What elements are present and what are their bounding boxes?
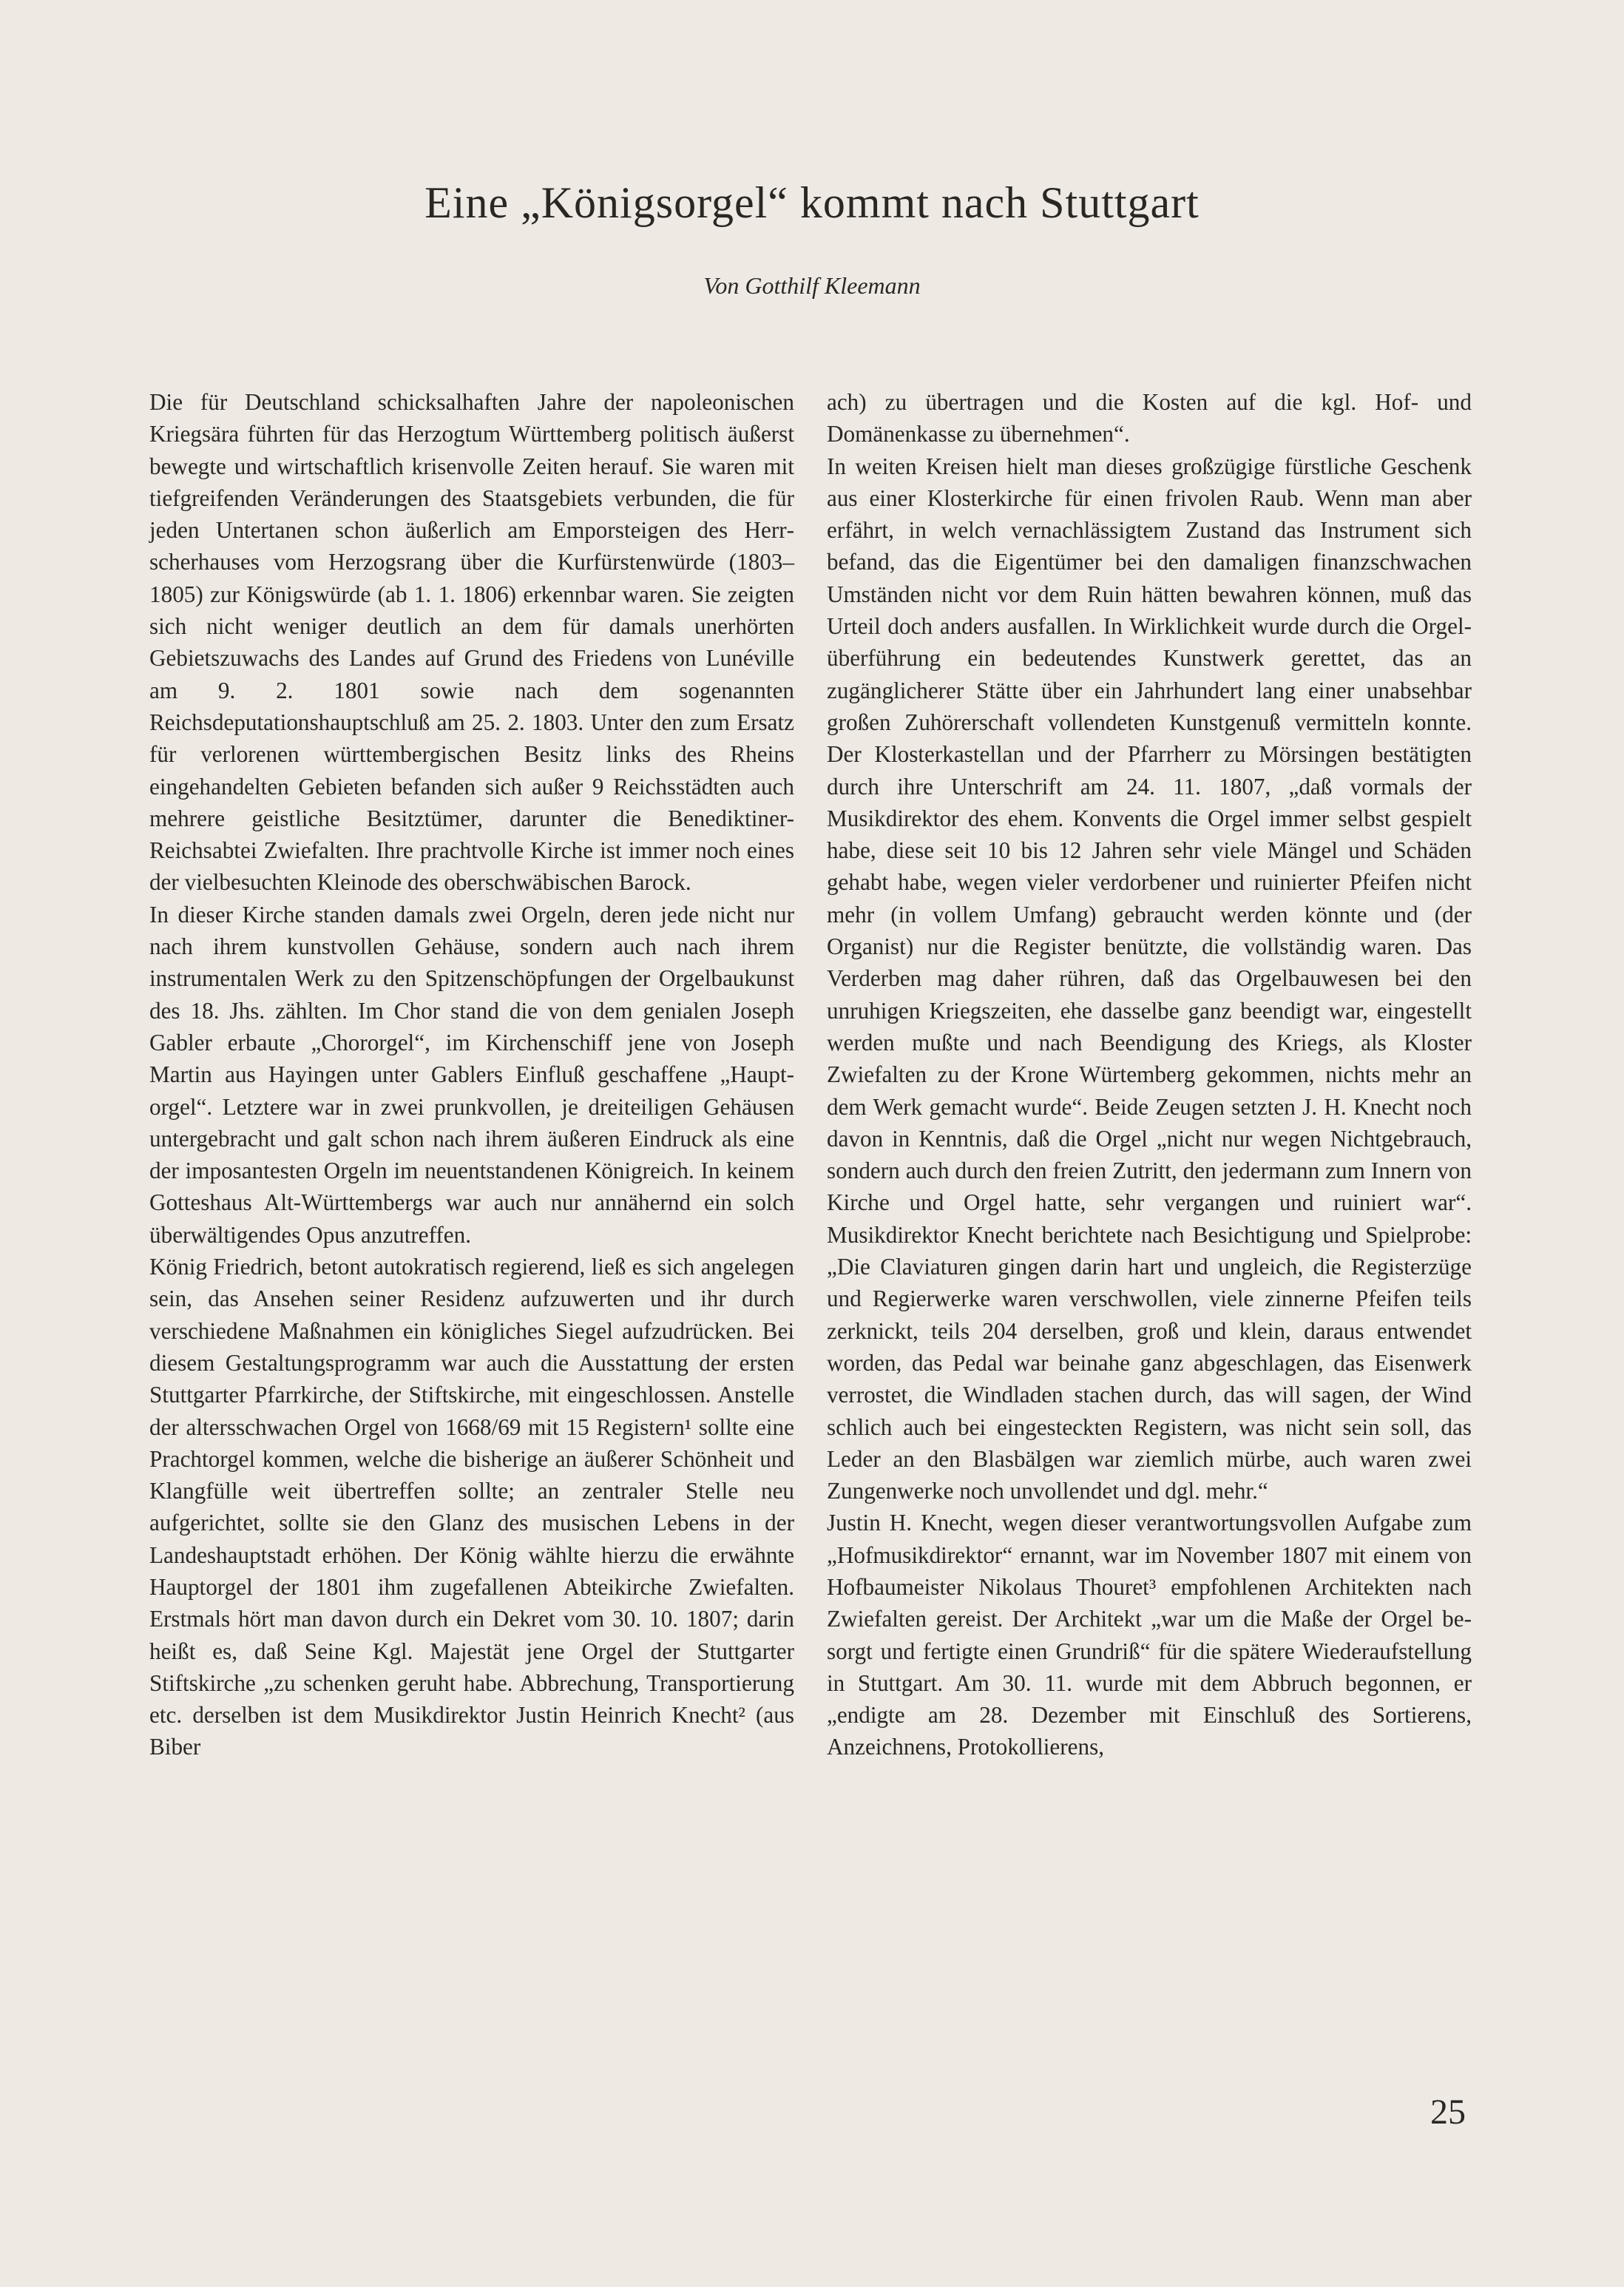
article-author: Von Gotthilf Kleemann	[703, 272, 921, 299]
article-title: Eine „Königsorgel“ kommt nach Stuttgart	[424, 178, 1200, 227]
text-column-right	[827, 386, 1472, 1763]
page-number: 25	[1430, 2092, 1466, 2132]
paragraph: Justin H. Knecht, wegen dieser verantwortungsvollen Aufgabe zum „Hofmusikdirektor“ ernannt, war im November 1807 mit einem von Hofbaumeister Nikolaus Thouret³ empfohlenen Architekten nach Zwiefalten gereist. Der Architekt „war um die Maße der Orgel besorgt und fertigte einen Grundriß“ für die spätere Wiederaufstellung in Stuttgart. Am 30. 11. wurde mit dem Abbruch begonnen, er „endigte am 28. Dezember mit Einschluß des Sortierens, Anzeichnens, Protokollierens,	[827, 1510, 1472, 1760]
paragraph: König Friedrich, betont autokratisch regierend, ließ es sich angelegen sein, das Ansehen seiner Residenz aufzuwerten und ihr durch verschiedene Maßnahmen ein königliches Siegel aufzudrücken. Bei diesem Gestaltungsprogramm war auch die Ausstattung der ersten Stuttgarter Pfarrkirche, der Stiftskirche, mit eingeschlossen. Anstelle der altersschwachen Orgel von 1668/69 mit 15 Registern¹ sollte eine Prachtorgel kommen, welche die bisherige an äußerer Schönheit und Klangfülle weit übertreffen sollte; an zentraler Stelle neu aufgerichtet, sollte sie den Glanz des musischen Lebens in der Landeshauptstadt erhöhen. Der König wählte hierzu die erwähnte Hauptorgel der 1801 ihm zugefallenen Abteikirche Zwiefalten. Erstmals hört man davon durch ein Dekret vom 30. 10. 1807; darin heißt es, daß Seine Kgl. Majestät jene Orgel der Stuttgarter Stiftskirche „zu schenken geruht habe. Abbrechung, Transportierung etc. derselben ist dem Musikdirektor Justin Heinrich Knecht² (aus Biber	[149, 1254, 794, 1760]
paragraph: In weiten Kreisen hielt man dieses großzügige fürstliche Geschenk aus einer Klosterkirche für einen frivolen Raub. Wenn man aber erfährt, in welch vernachlässigtem Zustand das Instrument sich befand, das die Eigentümer bei den damaligen finanzschwachen Umständen nicht vor dem Ruin hätten bewahren können, muß das Urteil doch anders ausfallen. In Wirklichkeit wurde durch die Orgelüberführung ein bedeutendes Kunstwerk gerettet, das an zugänglicherer Stätte über ein Jahrhundert lang einer unabsehbar großen Zuhörerschaft vollendeten Kunstgenuß vermitteln konnte. Der Klosterkastellan und der Pfarrherr zu Mörsingen bestätigten durch ihre Unterschrift am 24. 11. 1807, „daß vormals der Musikdirektor des ehem. Konvents die Orgel immer selbst gespielt habe, diese seit 10 bis 12 Jahren sehr viele Mängel und Schäden gehabt habe, wegen vieler verdorbener und ruinierter Pfeifen nicht mehr (in vollem Umfang) gebraucht werden könnte und (der Organist) nur die Register benützte, die vollständig waren. Das Verderben mag daher rühren, daß das Orgelbauwesen bei den unruhigen Kriegszeiten, ehe dasselbe ganz beendigt war, eingestellt werden mußte und nach Beendigung des Kriegs, als Kloster Zwiefalten zu der Krone Würtemberg gekommen, nichts mehr an dem Werk gemacht wurde“. Beide Zeugen setzten J. H. Knecht noch davon in Kenntnis, daß die Orgel „nicht nur wegen Nichtgebrauch, sondern auch durch den freien Zutritt, den jedermann zum Innern von Kirche und Orgel hatte, sehr vergangen und ruiniert war“. Musikdirektor Knecht berichtete nach Besichtigung und Spielprobe: „Die Claviaturen gingen darin hart und ungleich, die Registerzüge und Regierwerke waren verschwollen, viele zinnerne Pfeifen teils zerknickt, teils 204 derselben, groß und klein, daraus entwendet worden, das Pedal war beinahe ganz abgeschlagen, das Eisenwerk verrostet, die Windladen stachen durch, das will sagen, der Wind schlich auch bei eingesteckten Registern, was nicht sein soll, das Leder an den Blasbälgen war ziemlich mürbe, auch waren zwei Zungenwerke noch unvollendet und dgl. mehr.“	[827, 453, 1472, 1504]
text-column-left	[149, 386, 794, 1763]
paragraph: In dieser Kirche standen damals zwei Orgeln, deren jede nicht nur nach ihrem kunstvollen Gehäuse, sondern auch nach ihrem instrumentalen Werk zu den Spitzenschöpfungen der Orgelbaukunst des 18. Jhs. zählten. Im Chor stand die von dem genialen Joseph Gabler erbaute „Chororgel“, im Kirchenschiff jene von Joseph Martin aus Hayingen unter Gablers Einfluß geschaffene „Hauptorgel“. Letztere war in zwei prunkvollen, je dreiteiligen Gehäusen untergebracht und galt schon nach ihrem äußeren Eindruck als eine der imposantesten Orgeln im neuentstandenen Königreich. In keinem Gotteshaus Alt-Württembergs war auch nur annähernd ein solch überwältigendes Opus anzutreffen.	[149, 901, 794, 1248]
paragraph: ach) zu übertragen und die Kosten auf die kgl. Hof- und Domänenkasse zu übernehmen“.	[827, 389, 1472, 447]
paragraph: Die für Deutschland schicksalhaften Jahre der napoleonischen Kriegsära führten für das Herzogtum Württemberg politisch äußerst bewegte und wirtschaftlich krisenvolle Zeiten herauf. Sie waren mit tiefgreifenden Veränderungen des Staatsgebiets verbunden, die für jeden Untertanen schon äußerlich am Emporsteigen des Herrscherhauses vom Herzogsrang über die Kurfürstenwürde (1803–1805) zur Königswürde (ab 1. 1. 1806) erkennbar waren. Sie zeigten sich nicht weniger deutlich an dem für damals unerhörten Gebietszuwachs des Landes auf Grund des Friedens von Lunéville am 9. 2. 1801 sowie nach dem sogenannten Reichsdeputationshauptschluß am 25. 2. 1803. Unter den zum Ersatz für verlorenen württembergischen Besitz links des Rheins eingehandelten Gebieten befanden sich außer 9 Reichsstädten auch mehrere geistliche Besitztümer, darunter die Benediktiner-Reichsabtei Zwiefalten. Ihre prachtvolle Kirche ist immer noch eines der vielbesuchten Kleinode des oberschwäbischen Barock.	[149, 389, 794, 896]
